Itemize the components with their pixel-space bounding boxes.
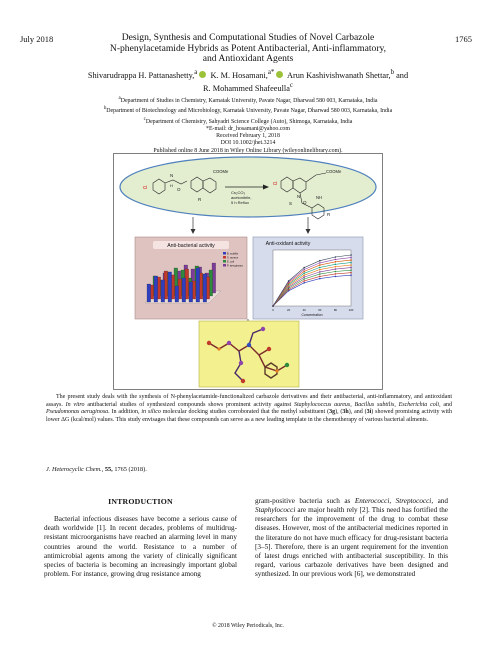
tick-label: 100 [348,308,354,312]
antioxidant-point [319,264,321,266]
antioxidant-point [303,271,305,273]
tick-label: 60 [318,308,322,312]
orcid-icon[interactable] [276,71,283,78]
graphical-abstract [113,153,383,390]
legend-entry: P. aeruginosa [227,264,243,268]
struct-label: NH [316,195,323,200]
antioxidant-point [319,271,321,273]
antioxidant-point [319,267,321,269]
docking-panel [199,321,299,387]
author-affiliation-mark: a [194,69,198,76]
struct-label: COOMe [213,169,229,174]
author-affiliation-mark: b [390,69,395,76]
legend-entry: B. subtilis [227,252,239,256]
antioxidant-point [335,276,337,278]
reaction-reagent: 5 h Reflux [231,200,250,205]
antioxidant-point [335,268,337,270]
affiliation-line: $^b$Department of Biotechnology and Microbiology, Karnatak University, Pavate Nagar, Dharwad 580 003, Karnataka, India [103,106,393,115]
struct-label: COOMe [326,169,342,174]
page-number: 1765 [455,34,472,44]
reaction-reagent: acetonitrile, [231,195,252,200]
body-column-left [44,497,237,579]
journal-citation: J. Heterocyclic Chem., 55, 1765 (2018). [46,466,147,473]
received-date: Received February 1, 2018 [216,133,280,140]
body-column-right [255,497,448,579]
antioxidant-point [350,262,352,264]
chart-bar [189,282,193,302]
antibacterial-title: Anti-bacterial activity [167,243,215,249]
antioxidant-point [303,276,305,278]
author-name: Arun Kashivishwanath Shettar, [286,70,391,80]
title-line: and Antioxidant Agents [202,53,294,65]
copyright-footer: © 2018 Wiley Periodicals, Inc. [212,623,284,629]
chart-bar [147,284,151,302]
author-affiliation-mark: a* [267,69,275,76]
antioxidant-point [319,269,321,271]
chart-bar [154,276,158,302]
struct-label: N [170,173,174,178]
affiliations [40,95,456,155]
antioxidant-point [319,260,321,262]
antioxidant-title: Anti-oxidant activity [265,241,311,247]
chart-bar [182,278,186,302]
author-list [40,68,456,95]
affiliation-line: $^c$Department of Chemistry, Sahyadri Science College (Auto), Shimoga, Karnataka, India [143,116,353,125]
antioxidant-point [303,278,305,280]
author-affiliation-mark: c [289,82,293,90]
doi[interactable]: DOI 10.1002/jhet.3214 [220,140,276,147]
struct-label: S [289,201,293,206]
antioxidant-plot-area [273,250,351,306]
antioxidant-point [350,269,352,271]
title-line: Design, Synthesis and Computational Studies of Novel Carbazole [121,32,375,43]
antioxidant-point [303,282,305,284]
struct-label: R [198,197,202,202]
antioxidant-point [335,273,337,275]
chart-bar [161,280,165,302]
antioxidant-point [335,271,337,273]
antioxidant-point [319,278,321,280]
antioxidant-point [303,269,305,271]
running-header-date: July 2018 [20,34,54,44]
author-name: K. M. Hosamani, [210,70,268,80]
antioxidant-point [319,276,321,278]
abstract: The present study deals with the synthesis of N-phenylacetamide-functionalized carbazole derivatives and their antibacterial, anti-inflammatory, and antioxidant assays. In vitro antibacterial studies of synthesized compounds shows prominent activity against Staphylococcus aureus, Bacillus subtilis, Escherichia coli, and Pseudomonas aeruginosa. In addition, in silico molecular docking studies corroborated that the methyl substituent (3g), (3h), and (3i) showed promising activity with lower ΔG (kcal/mol) values. This study envisages that these compounds can serve as a new leading template in the chemotherapy of various bacterial ailments. [46,394,453,423]
chart-bar [196,268,200,302]
antioxidant-point [303,267,305,269]
chart-bar [175,286,179,302]
antioxidant-point [335,256,337,258]
struct-label: H [170,183,173,188]
antioxidant-point [350,272,352,274]
antioxidant-point [303,280,305,282]
antioxidant-point [303,273,305,275]
article-title [60,33,436,65]
antioxidant-point [335,266,337,268]
antioxidant-point [335,264,337,266]
tick-label: 20 [287,308,291,312]
antioxidant-point [335,259,337,261]
antioxidant-point [350,254,352,256]
antioxidant-point [350,274,352,276]
struct-label: Cl [143,185,148,190]
struct-label: Cl [273,181,278,186]
antioxidant-point [350,264,352,266]
affiliation-line: $^a$Department of Studies in Chemistry, Karnatak University, Pavate Nagar, Dharwad 580 003, Karnataka, India [118,96,378,104]
body-paragraph: gram-positive bacteria such as Enterococci, Streptococci, and Staphylococci are major health rely [2]. This need has fortified the researchers for the improvement of the drug to combat these diseases. However, most of the antibacterial medicines reported in the literature do not have much efficacy for drug-resistant bacteria [3–5]. Therefore, there is an urgent requirement for the invention of latest drugs enriched with antibacterial susceptibility. In this regard, various carbazole derivatives have been designed and synthesized. In our previous work [6], we demonstrated [255,497,448,579]
tick-label: 0 [272,308,274,312]
tick-label: 40 [302,308,306,312]
author-conjunction: and [396,70,409,80]
body-paragraph: Bacterial infectious diseases have become a serious cause of death worldwide [1]. In recent decades, problems of multidrug-resistant microorganisms have reached an alarming level in many countries around the world. Resistance to a number of antimicrobial agents among the variety of clinically significant species of bacteria is becoming an increasingly important global problem. For instance, growing drug resistance among [44,515,237,579]
corresponding-email[interactable]: *E-mail: dr_hosamani@yahoo.com [206,125,290,132]
published-online: Published online 8 June 2018 in Wiley Online Library (wileyonlinelibrary.com). [153,147,343,154]
chart-bar [168,272,172,302]
section-heading: INTRODUCTION [108,497,173,506]
chart-bar [203,274,207,302]
title-line: N-phenylacetamide Hybrids as Potent Antibacterial, Anti-inflammatory, [109,42,387,54]
struct-label: O [177,187,181,192]
legend-entry: E. coli [227,260,235,264]
orcid-icon[interactable] [199,71,206,78]
antioxidant-point [288,280,290,282]
antioxidant-point [350,259,352,261]
antioxidant-point [350,257,352,259]
struct-label: R [327,212,331,217]
struct-label: N [297,194,301,199]
antioxidant-point [335,261,337,263]
struct-label: O [303,200,307,205]
reaction-reagent: Cs₂CO₃ [231,190,246,195]
antioxidant-x-label: Concentration [301,313,323,317]
antioxidant-point [319,262,321,264]
antioxidant-point [272,305,274,307]
antioxidant-point [350,267,352,269]
author-name: R. Mohammed Shafeeulla [203,84,290,94]
tick-label: 80 [333,308,337,312]
antioxidant-point [303,274,305,276]
legend-entry: S. aureus [227,256,239,260]
author-name: Shivarudrappa H. Pattanashetty, [87,70,195,80]
antioxidant-point [319,273,321,275]
